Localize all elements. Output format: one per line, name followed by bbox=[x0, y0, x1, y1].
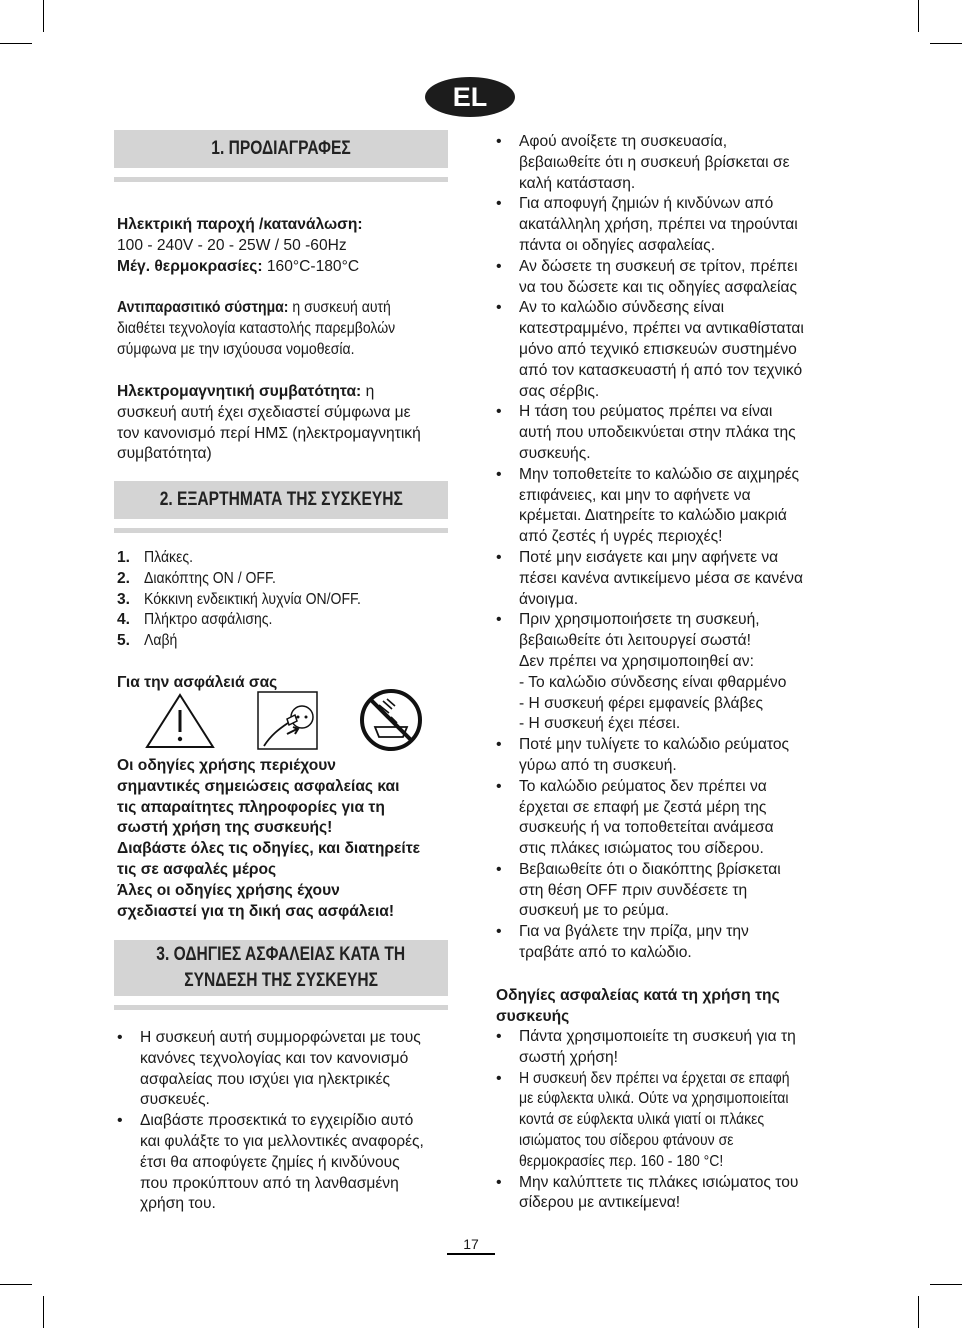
list-item: 4. Πλήκτρο ασφάλισης. bbox=[117, 611, 273, 629]
section-3-bullets bbox=[117, 1028, 457, 1215]
spec-emc: Ηλεκτρομαγνητική συμβατότητα: η συσκευή αυτή έχει σχεδιαστεί σύμφωνα με τον κανονισμό περί ΗΜΣ (ηλεκτρομαγνητική συμβατότητα) bbox=[117, 383, 421, 463]
page-number-rule bbox=[447, 1253, 495, 1255]
list-item: • Αφού ανοίξετε τη συσκευασία, βεβαιωθείτε ότι η συσκευή βρίσκεται σε καλή κατάσταση. bbox=[496, 132, 836, 194]
list-item: • Η συσκευή δεν πρέπει να έρχεται σε επαφή με εύφλεκτα υλικά. Ούτε να χρησιμοποιείται κοντά σε εύφλεκτα υλικά γιατί οι πλάκες ισιώματος του σίδερου φτάνουν σε θερμοκρασίες περ. 160 - 180 °C! bbox=[496, 1069, 836, 1173]
list-item: • Αν δώσετε τη συσκευή σε τρίτον, πρέπει να του δώσετε και τις οδηγίες ασφαλείας bbox=[496, 257, 836, 299]
crop-mark bbox=[918, 0, 919, 32]
list-item: • Η τάση του ρεύματος πρέπει να είναι αυτή που υποδεικνύεται στην πλάκα της συσκευής. bbox=[496, 402, 836, 464]
use-safety-title: Οδηγίες ασφαλείας κατά τη χρήση της συσκευής bbox=[496, 987, 780, 1025]
spec-interference: Αντιπαρασιτικό σύστημα: η συσκευή αυτή διαθέτει τεχνολογία καταστολής παρεμβολών σύμφωνα με την ισχύουσα νομοθεσία. bbox=[117, 299, 396, 358]
crop-mark bbox=[0, 1284, 32, 1285]
warning-triangle-icon bbox=[145, 692, 215, 750]
list-item: • Διαβάστε προσεκτικά το εγχειρίδιο αυτό και φυλάξτε το για μελλοντικές αναφορές, έτσι θα αποφύγετε ζημίες ή κινδύνους που προκύπτουν από τη λανθασμένη χρήση του. bbox=[117, 1111, 457, 1215]
no-water-icon bbox=[359, 689, 423, 751]
crop-mark bbox=[930, 1284, 962, 1285]
list-item: • Ποτέ μην τυλίγετε το καλώδιο ρεύματος γύρω από τη συσκευή. bbox=[496, 735, 836, 777]
list-item: 5. Λαβή bbox=[117, 632, 178, 650]
list-item: • Ποτέ μην εισάγετε και μην αφήνετε να πέσει κανένα αντικείμενο μέσα σε κανένα άνοιγμα. bbox=[496, 548, 836, 610]
section-1-heading: 1. ΠΡΟΔΙΑΓΡΑΦΕΣ bbox=[114, 130, 448, 168]
list-item: • Βεβαιωθείτε ότι ο διακόπτης βρίσκεται στη θέση OFF πριν συνδέσετε τη συσκευή με το ρεύμα. bbox=[496, 860, 836, 922]
safety-warning-text: Οι οδηγίες χρήσης περιέχουν σημαντικές σημειώσεις ασφαλείας και τις απαραίτητες πληροφορίες για τη σωστή χρήση της συσκευής! Διαβάστε όλες τις οδηγίες, και διατηρείτε τις σε ασφαλές μέρος Άλες οι οδηγίες χρήσης έχουν σχεδιαστεί για τη δική σας ασφάλεια! bbox=[117, 757, 421, 920]
list-item: • Αν το καλώδιο σύνδεσης είναι κατεστραμμένο, πρέπει να αντικαθίσταται μόνο από τεχνικό επισκευών συστημένο από τον κατασκευαστή ή από τον τεχνικό σας σέρβις. bbox=[496, 298, 836, 402]
crop-mark bbox=[0, 43, 32, 44]
list-item: • Μην τοποθετείτε το καλώδιο σε αιχμηρές επιφάνειες, και μην το αφήνετε να κρέμεται. Διατηρείτε το καλώδιο μακριά από ζεστές ή υγρές περιοχές! bbox=[496, 465, 836, 548]
section-2-rule bbox=[114, 528, 448, 533]
crop-mark bbox=[918, 1296, 919, 1328]
section-3-rule bbox=[114, 1005, 448, 1010]
list-item: • Το καλώδιο ρεύματος δεν πρέπει να έρχεται σε επαφή με ζεστά μέρη της συσκευής ή να τοποθετείται ανάμεσα στις πλάκες ισιώματος του σίδερου. bbox=[496, 777, 836, 860]
list-item: 2. Διακόπτης ON / OFF. bbox=[117, 569, 276, 587]
section-3-heading: 3. ΟΔΗΓΙΕΣ ΑΣΦΑΛΕΙΑΣ ΚΑΤΑ ΤΗ ΣΥΝΔΕΣΗ ΤΗΣ ΣΥΣΚΕΥΗΣ bbox=[114, 940, 448, 996]
page-number: 17 bbox=[463, 1236, 479, 1252]
spec-power: Ηλεκτρική παροχή /κατανάλωση: 100 - 240V - 20 - 25W / 50 -60Hz Μέγ. θερμοκρασίες: 160°C-180°C bbox=[117, 216, 363, 275]
crop-mark bbox=[43, 0, 44, 32]
safety-title: Για την ασφάλειά σας bbox=[117, 674, 278, 691]
unplug-icon bbox=[257, 691, 318, 750]
list-item: • Η συσκευή αυτή συμμορφώνεται με τους κανόνες τεχνολογίας και τον κανονισμό ασφαλείας που ισχύει για ηλεκτρικές συσκευές. bbox=[117, 1028, 457, 1111]
list-item: 1. Πλάκες. bbox=[117, 549, 193, 566]
list-item: • Πριν χρησιμοποιήσετε τη συσκευή, βεβαιωθείτε ότι λειτουργεί σωστά! Δεν πρέπει να χρησιμοποιηθεί αν: - Το καλώδιο σύνδεσης είναι φθαρμένο - Η συσκευή φέρει εμφανείς βλάβες - Η συσκευή έχει πέσει. bbox=[496, 610, 836, 735]
list-item: • Μην καλύπτετε τις πλάκες ισιώματος του σίδερου με αντικείμενα! bbox=[496, 1173, 836, 1215]
parts-list bbox=[117, 548, 385, 652]
section-2-heading: 2. ΕΞΑΡΤΗΜΑΤΑ ΤΗΣ ΣΥΣΚΕΥΗΣ bbox=[114, 481, 448, 519]
list-item: • Πάντα χρησιμοποιείτε τη συσκευή για τη σωστή χρήση! bbox=[496, 1027, 836, 1069]
list-item: 3. Κόκκινη ενδεικτική λυχνία ON/OFF. bbox=[117, 590, 361, 608]
crop-mark bbox=[43, 1296, 44, 1328]
language-badge: EL bbox=[425, 77, 515, 117]
crop-mark bbox=[930, 43, 962, 44]
list-item: • Για αποφυγή ζημιών ή κινδύνων από ακατάλληλη χρήση, πρέπει να τηρούνται πάντα οι οδηγίες ασφαλείας. bbox=[496, 194, 836, 256]
use-safety-bullets bbox=[496, 1027, 836, 1214]
section-1-rule bbox=[114, 177, 448, 182]
list-item: • Για να βγάλετε την πρίζα, μην την τραβάτε από το καλώδιο. bbox=[496, 922, 836, 964]
right-column-bullets bbox=[496, 132, 836, 964]
